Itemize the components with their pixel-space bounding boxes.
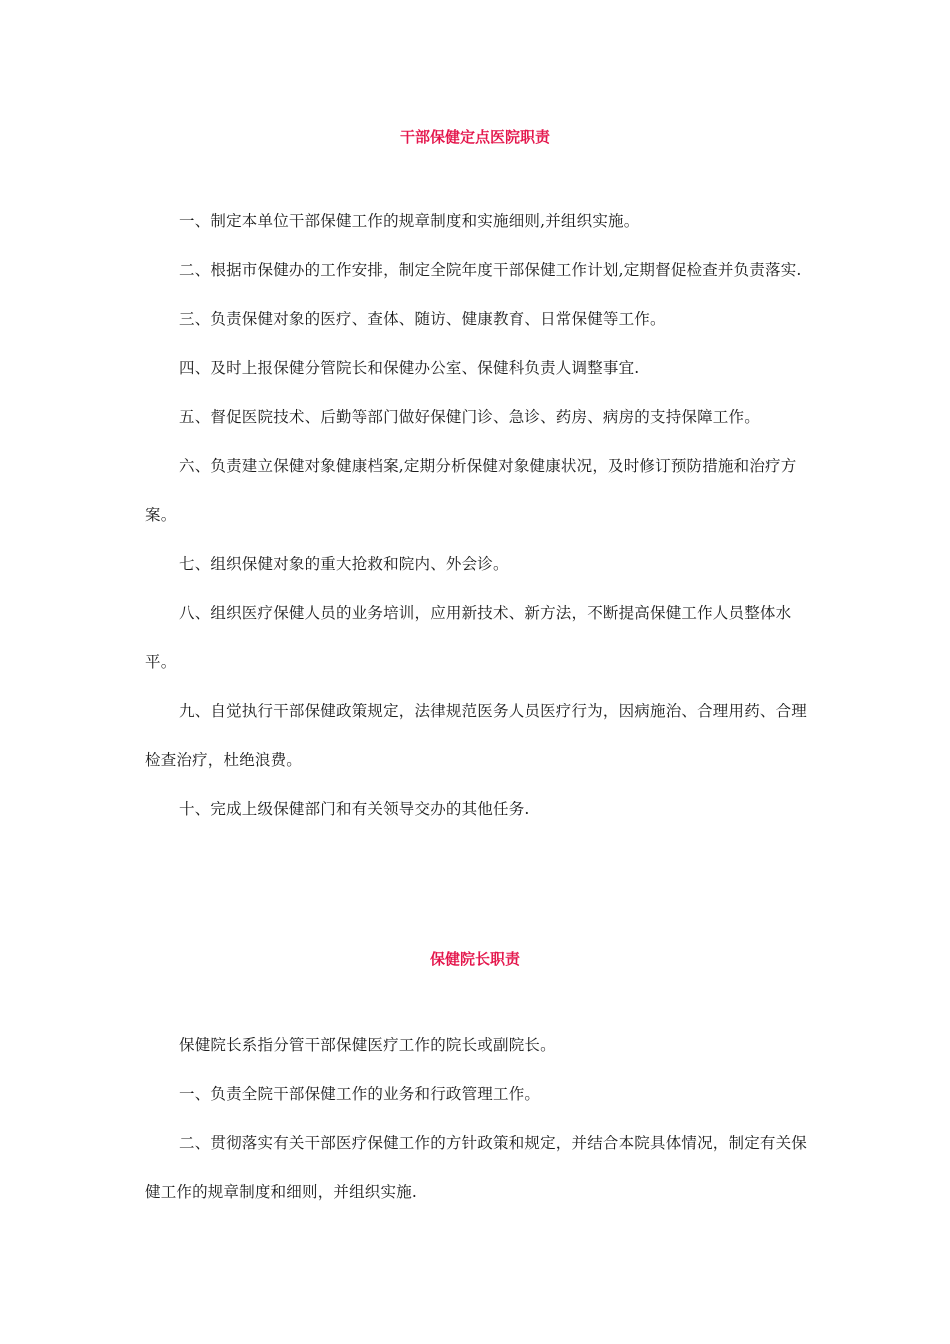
paragraph: 六、负责建立保健对象健康档案,定期分析保健对象健康状况，及时修订预防措施和治疗方案。 [145,457,797,524]
paragraph: 一、制定本单位干部保健工作的规章制度和实施细则,并组织实施。 [179,212,640,230]
section-body-hospital-duties [145,197,815,834]
paragraph: 一、负责全院干部保健工作的业务和行政管理工作。 [179,1085,541,1103]
paragraph: 五、督促医院技术、后勤等部门做好保健门诊、急诊、药房、病房的支持保障工作。 [179,408,760,426]
paragraph: 二、贯彻落实有关干部医疗保健工作的方针政策和规定，并结合本院具体情况，制定有关保健工作的规章制度和细则，并组织实施. [145,1134,808,1201]
section-title-hospital-duties: 干部保健定点医院职责 [399,128,550,146]
paragraph: 四、及时上报保健分管院长和保健办公室、保健科负责人调整事宜. [179,359,640,377]
paragraph: 十、完成上级保健部门和有关领导交办的其他任务. [179,800,530,818]
paragraph: 三、负责保健对象的医疗、查体、随访、健康教育、日常保健等工作。 [179,310,666,328]
paragraph: 二、根据市保健办的工作安排，制定全院年度干部保健工作计划,定期督促检查并负责落实. [179,261,802,279]
paragraph: 七、组织保健对象的重大抢救和院内、外会诊。 [179,555,509,573]
section-body-dean-duties [145,1021,815,1217]
section-title-dean-duties: 保健院长职责 [429,950,520,968]
paragraph: 九、自觉执行干部保健政策规定，法律规范医务人员医疗行为，因病施治、合理用药、合理检查治疗，杜绝浪费。 [145,702,808,769]
paragraph: 保健院长系指分管干部保健医疗工作的院长或副院长。 [179,1036,556,1054]
paragraph: 八、组织医疗保健人员的业务培训，应用新技术、新方法，不断提高保健工作人员整体水平。 [145,604,792,671]
